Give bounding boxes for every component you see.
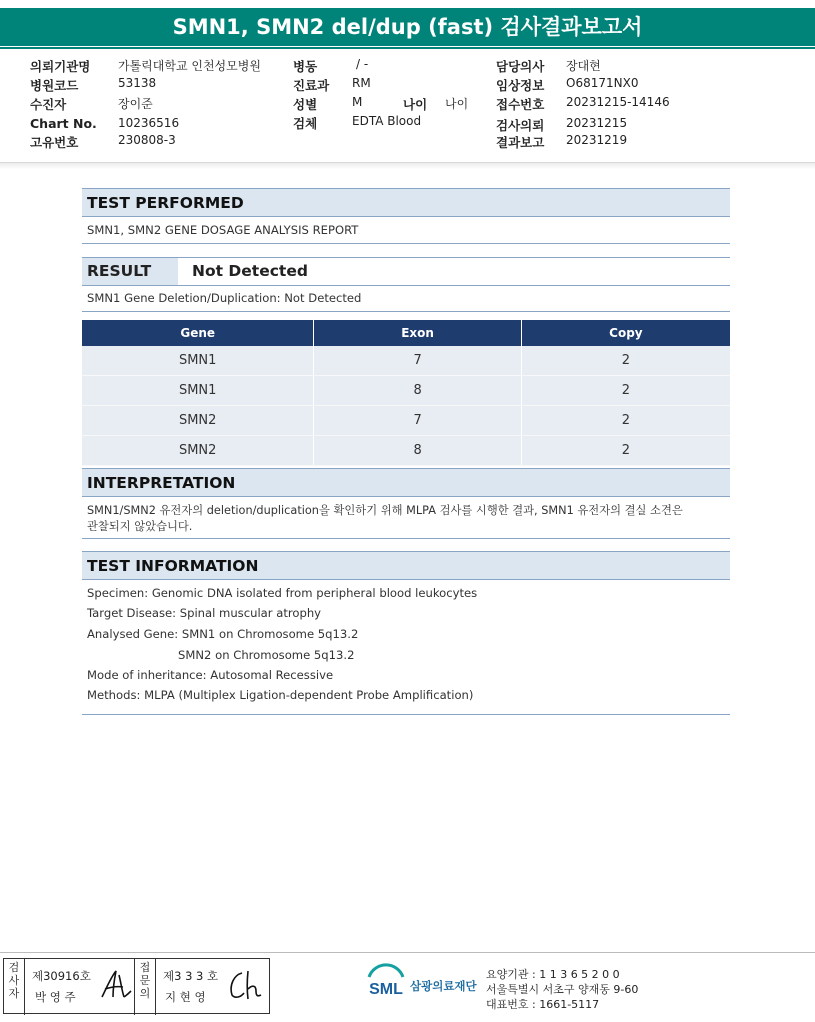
cell-gene: SMN2 bbox=[82, 436, 314, 466]
info-target-disease: Target Disease: Spinal muscular atrophy bbox=[87, 606, 322, 620]
info-specimen: Specimen: Genomic DNA isolated from peripheral blood leukocytes bbox=[87, 586, 478, 600]
institution-phone: 대표번호 : 1661-5117 bbox=[486, 998, 600, 1011]
signature-box bbox=[3, 958, 270, 1014]
sml-logo-icon bbox=[365, 963, 407, 1005]
table-row bbox=[82, 436, 730, 466]
result-heading bbox=[82, 257, 730, 286]
column-header-exon: Exon bbox=[314, 320, 521, 346]
interpretation-line-1: SMN1/SMN2 유전자의 deletion/duplication을 확인하기 위해 MLPA 검사를 시행한 결과, SMN1 유전자의 결실 소견은 bbox=[87, 504, 683, 517]
cell-gene: SMN1 bbox=[82, 346, 314, 376]
column-header-gene: Gene bbox=[82, 320, 314, 346]
examiner-license-no: 제30916호 bbox=[32, 969, 91, 983]
info-analysed-gene-1: Analysed Gene: SMN1 on Chromosome 5q13.2 bbox=[87, 627, 359, 641]
cell-exon: 7 bbox=[314, 346, 521, 376]
header-label-hospital-code: 병원코드 bbox=[30, 78, 79, 93]
info-inheritance: Mode of inheritance: Autosomal Recessive bbox=[87, 668, 334, 682]
test-performed-heading: TEST PERFORMED bbox=[82, 188, 730, 217]
header-value-patient: 장이준 bbox=[118, 97, 153, 111]
header-label-specimen: 검체 bbox=[293, 116, 318, 131]
cell-copy: 2 bbox=[521, 436, 730, 466]
header-value-chart-no: 10236516 bbox=[118, 116, 180, 130]
header-value-request-date: 20231215 bbox=[566, 116, 628, 130]
gene-copy-table bbox=[82, 320, 730, 466]
header-label-department: 진료과 bbox=[293, 78, 330, 93]
header-label-requester: 의뢰기관명 bbox=[30, 59, 91, 74]
report-title: SMN1, SMN2 del/dup (fast) 검사결과보고서 bbox=[0, 8, 815, 46]
table-row bbox=[82, 346, 730, 376]
header-value-unique-no: 230808-3 bbox=[118, 133, 176, 147]
header-value-hospital-code: 53138 bbox=[118, 76, 157, 90]
footer-divider bbox=[0, 952, 815, 953]
confirmer-label: 접문의 bbox=[134, 959, 156, 1015]
header-label-ward: 병동 bbox=[293, 59, 318, 74]
divider bbox=[82, 538, 730, 539]
table-row bbox=[82, 406, 730, 436]
confirmer-signature-icon bbox=[226, 967, 266, 1003]
header-label-unique-no: 고유번호 bbox=[30, 135, 79, 150]
header-value-specimen: EDTA Blood bbox=[352, 114, 422, 128]
test-information-heading: TEST INFORMATION bbox=[82, 551, 730, 580]
header-label-doctor: 담당의사 bbox=[496, 59, 545, 74]
header-value-receipt-no: 20231215-14146 bbox=[566, 95, 670, 109]
examiner-name: 박 영 주 bbox=[35, 990, 76, 1004]
cell-copy: 2 bbox=[521, 346, 730, 376]
header-value-doctor: 장대현 bbox=[566, 59, 601, 73]
divider bbox=[82, 714, 730, 715]
info-analysed-gene-2: SMN2 on Chromosome 5q13.2 bbox=[178, 648, 355, 662]
test-performed-text: SMN1, SMN2 GENE DOSAGE ANALYSIS REPORT bbox=[87, 223, 359, 237]
result-text: SMN1 Gene Deletion/Duplication: Not Detected bbox=[87, 291, 362, 305]
institution-name: 삼광의료재단 bbox=[410, 979, 477, 993]
header-label-report-date: 결과보고 bbox=[496, 135, 545, 150]
result-value: Not Detected bbox=[192, 262, 308, 280]
examiner-label: 검사자 bbox=[4, 959, 25, 1015]
svg-text:SML: SML bbox=[369, 981, 403, 998]
header-value-age: 나이 bbox=[445, 97, 469, 111]
header-value-clinical-info: O68171NX0 bbox=[566, 76, 639, 90]
cell-copy: 2 bbox=[521, 406, 730, 436]
examiner-signature-icon bbox=[99, 967, 133, 1003]
header-label-receipt-no: 접수번호 bbox=[496, 97, 545, 112]
cell-gene: SMN2 bbox=[82, 406, 314, 436]
header-shadow bbox=[0, 163, 815, 169]
info-methods: Methods: MLPA (Multiplex Ligation-dependent Probe Amplification) bbox=[87, 688, 474, 702]
confirmer-name: 지 현 영 bbox=[165, 990, 206, 1004]
header-label-sex: 성별 bbox=[293, 97, 318, 112]
divider bbox=[82, 243, 730, 244]
divider bbox=[82, 311, 730, 312]
table-header-row bbox=[82, 320, 730, 346]
interpretation-line-2: 관찰되지 않았습니다. bbox=[87, 520, 193, 533]
cell-exon: 7 bbox=[314, 406, 521, 436]
header-label-request-date: 검사의뢰 bbox=[496, 118, 545, 133]
header-value-department: RM bbox=[352, 76, 371, 90]
header-value-report-date: 20231219 bbox=[566, 133, 628, 147]
result-label: RESULT bbox=[82, 258, 178, 285]
table-row bbox=[82, 376, 730, 406]
header-label-clinical-info: 임상정보 bbox=[496, 78, 545, 93]
header-value-sex: M bbox=[352, 95, 363, 109]
column-header-copy: Copy bbox=[521, 320, 730, 346]
interpretation-heading: INTERPRETATION bbox=[82, 468, 730, 497]
cell-gene: SMN1 bbox=[82, 376, 314, 406]
header-label-patient: 수진자 bbox=[30, 97, 67, 112]
confirmer-license-no: 제3 3 3 호 bbox=[163, 969, 219, 983]
header-label-age: 나이 bbox=[403, 97, 428, 112]
cell-copy: 2 bbox=[521, 376, 730, 406]
institution-address: 서울특별시 서초구 양재동 9-60 bbox=[486, 983, 639, 996]
header-label-chart-no: Chart No. bbox=[30, 116, 97, 131]
header-value-requester: 가톨릭대학교 인천성모병원 bbox=[118, 59, 261, 73]
institution-code: 요양기관 : 1 1 3 6 5 2 0 0 bbox=[486, 968, 620, 981]
header-value-ward: / - bbox=[356, 57, 369, 71]
cell-exon: 8 bbox=[314, 436, 521, 466]
cell-exon: 8 bbox=[314, 376, 521, 406]
